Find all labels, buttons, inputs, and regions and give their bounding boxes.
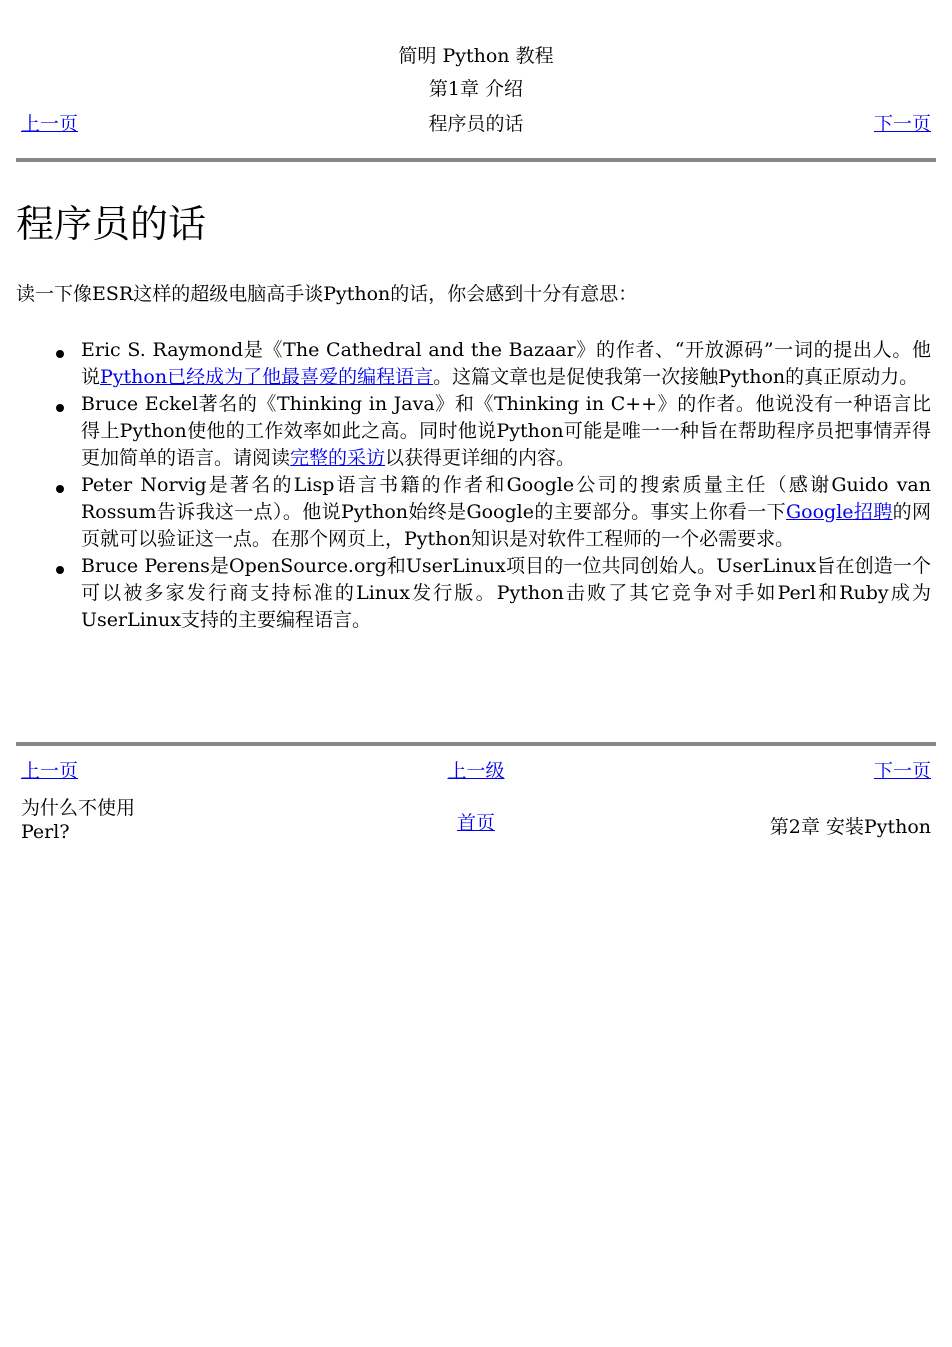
quote-list <box>56 337 931 634</box>
footer-prev-title: 为什么不使用Perl? <box>21 797 136 843</box>
section-title: 程序员的话 <box>428 113 524 135</box>
intro-paragraph: 读一下像ESR这样的超级电脑高手谈Python的话，你会感到十分有意思： <box>16 283 638 305</box>
list-item <box>56 337 931 391</box>
footer-prev-link[interactable]: 上一页 <box>21 760 79 782</box>
list-item <box>56 472 931 553</box>
item-text: 的网页就可以验证这一点。在那个网页上，Python知识是对软件工程师的一个必需要求。 <box>81 501 931 550</box>
footer-divider <box>16 742 936 746</box>
item-text: Peter Norvig是著名的Lisp语言书籍的作者和Google公司的搜索质量主任（感谢Guido van Rossum告诉我这一点）。他说Python始终是Google的主要部分。事实上你看一下 <box>81 474 931 523</box>
footer-up-link[interactable]: 上一级 <box>447 760 505 782</box>
footer-next-title: 第2章 安装Python <box>769 816 931 838</box>
item-text: 。这篇文章也是促使我第一次接触Python的真正原动力。 <box>433 366 919 388</box>
chapter-title: 第1章 介绍 <box>428 78 524 100</box>
list-item <box>56 553 931 634</box>
full-interview-link[interactable]: 完整的采访 <box>290 447 386 469</box>
list-item <box>56 391 931 472</box>
header-divider <box>16 158 936 162</box>
header-nav <box>16 40 936 142</box>
bullet-icon <box>56 350 64 358</box>
bullet-icon <box>56 404 64 412</box>
bullet-icon <box>56 566 64 574</box>
favorite-language-link[interactable]: Python已经成为了他最喜爱的编程语言 <box>100 366 434 388</box>
page-title: 程序员的话 <box>16 202 207 246</box>
item-text: Eric S. Raymond是《The Cathedral and the Bazaar》的作者、“开放源码”一词的提出人。他说 <box>81 339 931 388</box>
bullet-icon <box>56 485 64 493</box>
header-prev-link[interactable]: 上一页 <box>21 113 79 135</box>
item-text: Bruce Perens是OpenSource.org和UserLinux项目的一位共同创始人。UserLinux旨在创造一个可以被多家发行商支持标准的Linux发行版。Python击败了其它竞争对手如Perl和Ruby成为UserLinux支持的主要编程语言。 <box>81 555 931 631</box>
footer-next-link[interactable]: 下一页 <box>873 760 931 782</box>
header-next-link[interactable]: 下一页 <box>873 113 931 135</box>
item-text: Bruce Eckel著名的《Thinking in Java》和《Thinking in C++》的作者。他说没有一种语言比得上Python使他的工作效率如此之高。同时他说Python可能是唯一一种旨在帮助程序员把事情弄得更加简单的语言。请阅读 <box>81 393 931 469</box>
item-text: 以获得更详细的内容。 <box>385 447 576 469</box>
google-jobs-link[interactable]: Google招聘 <box>786 501 893 523</box>
footer-home-link[interactable]: 首页 <box>456 812 495 834</box>
book-title: 简明 Python 教程 <box>398 45 554 67</box>
